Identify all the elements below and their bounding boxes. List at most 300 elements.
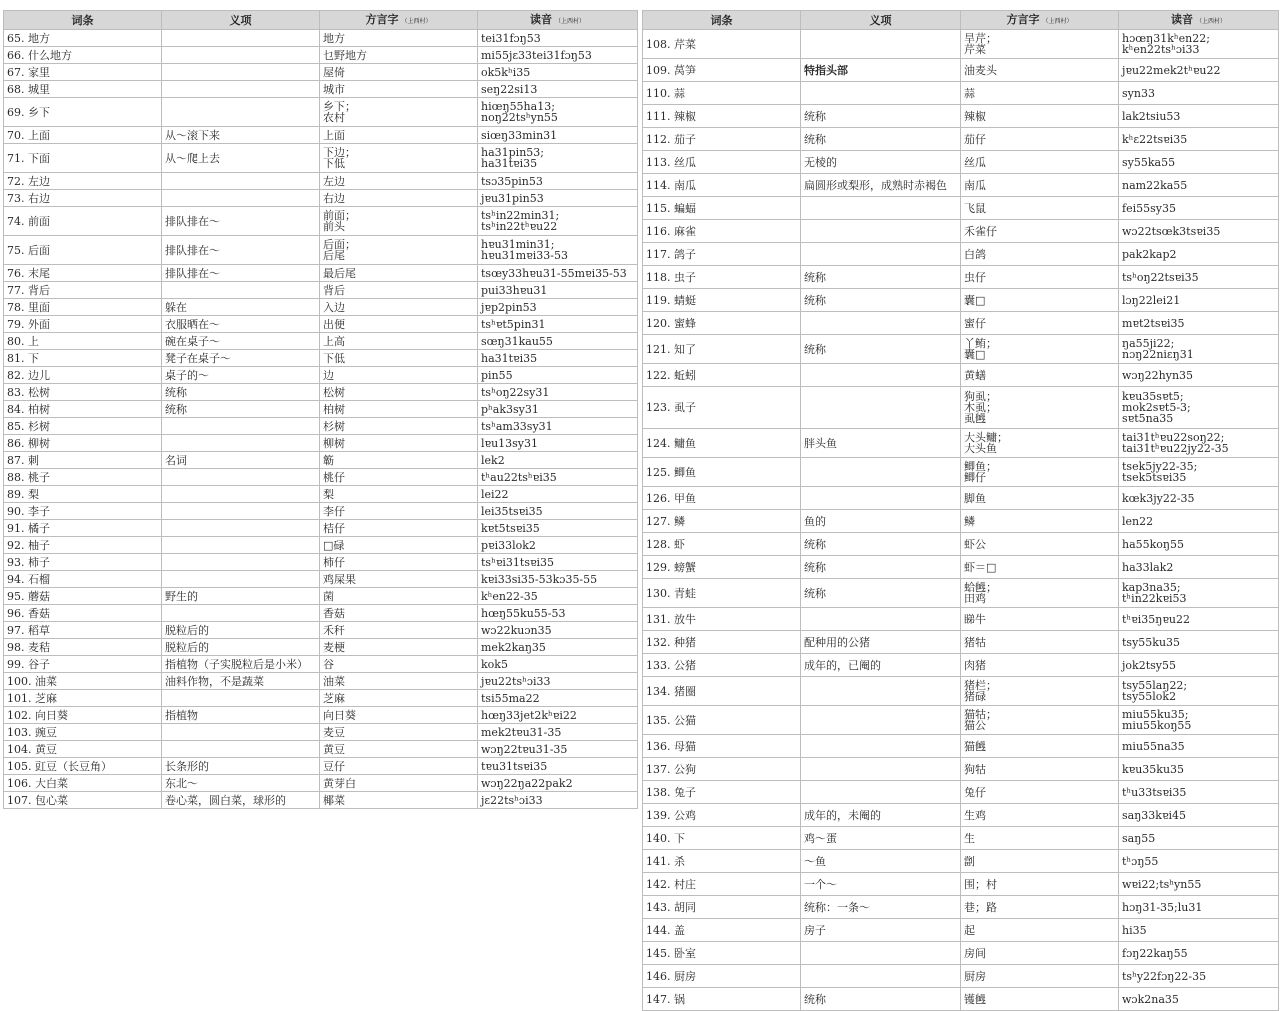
- cell-meaning: 无棱的: [801, 151, 961, 174]
- table-row: [4, 435, 638, 452]
- cell-reading: kok5: [478, 656, 638, 673]
- cell-dialect: 松树: [320, 384, 478, 401]
- table-row: [643, 781, 1279, 804]
- cell-dialect: 蜜仔: [961, 312, 1119, 335]
- cell-meaning: 躲在: [162, 299, 320, 316]
- cell-reading: jok2tsy55: [1119, 654, 1279, 677]
- cell-dialect: 前面； 前头: [320, 207, 478, 236]
- cell-entry: 86. 柳树: [4, 435, 162, 452]
- table-body-right: [643, 30, 1279, 1011]
- table-row: [4, 207, 638, 236]
- cell-entry: 137. 公狗: [643, 758, 801, 781]
- cell-reading: syn33: [1119, 82, 1279, 105]
- cell-entry: 145. 卧室: [643, 942, 801, 965]
- cell-entry: 141. 杀: [643, 850, 801, 873]
- cell-meaning: 长条形的: [162, 758, 320, 775]
- cell-meaning: [801, 387, 961, 429]
- table-row: [643, 942, 1279, 965]
- table-row: [4, 707, 638, 724]
- header-reading-note: （上西村）: [1195, 17, 1226, 25]
- cell-meaning: [162, 469, 320, 486]
- cell-reading: kʰen22-35: [478, 588, 638, 605]
- cell-meaning: [801, 82, 961, 105]
- cell-entry: 98. 麦秸: [4, 639, 162, 656]
- header-meaning: 义项: [162, 11, 320, 30]
- cell-reading: wɔ22tsœk3tsɐi35: [1119, 220, 1279, 243]
- cell-entry: 72. 左边: [4, 173, 162, 190]
- cell-reading: hɐu31min31; hɐu31mɐi33-53: [478, 236, 638, 265]
- header-dialect-note: （上西村）: [1042, 17, 1073, 25]
- table-row: [643, 266, 1279, 289]
- vocab-table-right: [642, 10, 1279, 1011]
- cell-entry: 68. 城里: [4, 81, 162, 98]
- cell-entry: 135. 公猫: [643, 706, 801, 735]
- cell-entry: 90. 李子: [4, 503, 162, 520]
- cell-meaning: [162, 571, 320, 588]
- cell-reading: ha31tɐi35: [478, 350, 638, 367]
- table-row: [4, 265, 638, 282]
- cell-entry: 134. 猪圈: [643, 677, 801, 706]
- cell-entry: 111. 辣椒: [643, 105, 801, 128]
- cell-meaning: [801, 758, 961, 781]
- table-row: [4, 588, 638, 605]
- cell-dialect: 睇牛: [961, 608, 1119, 631]
- cell-reading: lɐu13sy31: [478, 435, 638, 452]
- cell-reading: tsy55ku35: [1119, 631, 1279, 654]
- cell-reading: hœŋ33jet2kʰɐi22: [478, 707, 638, 724]
- cell-entry: 130. 青蛙: [643, 579, 801, 608]
- table-row: [643, 873, 1279, 896]
- cell-reading: pɐi33lok2: [478, 537, 638, 554]
- cell-entry: 66. 什么地方: [4, 47, 162, 64]
- table-row: [643, 59, 1279, 82]
- cell-dialect: 辣椒: [961, 105, 1119, 128]
- cell-dialect: 旱芹； 芹菜: [961, 30, 1119, 59]
- table-row: [4, 486, 638, 503]
- cell-meaning: 野生的: [162, 588, 320, 605]
- table-row: [643, 151, 1279, 174]
- cell-meaning: 统称: [801, 128, 961, 151]
- cell-meaning: 特指头部: [801, 59, 961, 82]
- cell-meaning: 统称: [801, 556, 961, 579]
- cell-meaning: [801, 364, 961, 387]
- cell-entry: 84. 柏树: [4, 401, 162, 418]
- cell-meaning: 统称: [801, 335, 961, 364]
- cell-entry: 119. 蜻蜓: [643, 289, 801, 312]
- table-row: [4, 64, 638, 81]
- cell-reading: wɔŋ22hyn35: [1119, 364, 1279, 387]
- cell-entry: 103. 豌豆: [4, 724, 162, 741]
- table-row: [4, 144, 638, 173]
- cell-dialect: 豆仔: [320, 758, 478, 775]
- cell-entry: 73. 右边: [4, 190, 162, 207]
- cell-entry: 107. 包心菜: [4, 792, 162, 809]
- cell-meaning: 鱼的: [801, 510, 961, 533]
- cell-dialect: 鸡屎果: [320, 571, 478, 588]
- cell-meaning: 一个～: [801, 873, 961, 896]
- cell-reading: lei22: [478, 486, 638, 503]
- table-row: [4, 724, 638, 741]
- cell-dialect: 入边: [320, 299, 478, 316]
- cell-dialect: 劏: [961, 850, 1119, 873]
- cell-meaning: [162, 486, 320, 503]
- cell-meaning: 统称：一条～: [801, 896, 961, 919]
- cell-meaning: 成年的，已阉的: [801, 654, 961, 677]
- cell-dialect: 杉树: [320, 418, 478, 435]
- cell-meaning: [162, 520, 320, 537]
- cell-dialect: 菌: [320, 588, 478, 605]
- cell-entry: 65. 地方: [4, 30, 162, 47]
- cell-reading: tʰau22tsʰɐi35: [478, 469, 638, 486]
- cell-entry: 100. 油菜: [4, 673, 162, 690]
- cell-reading: hɔœŋ31kʰen22; kʰen22tsʰɔi33: [1119, 30, 1279, 59]
- cell-entry: 143. 胡同: [643, 896, 801, 919]
- cell-entry: 123. 虱子: [643, 387, 801, 429]
- cell-dialect: 地方: [320, 30, 478, 47]
- cell-entry: 115. 蝙蝠: [643, 197, 801, 220]
- cell-entry: 128. 虾: [643, 533, 801, 556]
- cell-meaning: [162, 605, 320, 622]
- cell-reading: ha55koŋ55: [1119, 533, 1279, 556]
- cell-entry: 125. 鲫鱼: [643, 458, 801, 487]
- cell-entry: 120. 蜜蜂: [643, 312, 801, 335]
- cell-dialect: 禾秆: [320, 622, 478, 639]
- table-row: [643, 82, 1279, 105]
- table-row: [4, 47, 638, 64]
- table-row: [643, 487, 1279, 510]
- cell-reading: tsʰoŋ22sy31: [478, 384, 638, 401]
- table-row: [643, 608, 1279, 631]
- table-row: [643, 364, 1279, 387]
- cell-reading: pui33hɐu31: [478, 282, 638, 299]
- cell-entry: 109. 莴笋: [643, 59, 801, 82]
- cell-meaning: 统称: [162, 384, 320, 401]
- cell-dialect: 飞鼠: [961, 197, 1119, 220]
- cell-meaning: [801, 487, 961, 510]
- cell-dialect: 梨: [320, 486, 478, 503]
- cell-reading: mek2kaŋ35: [478, 639, 638, 656]
- table-row: [4, 350, 638, 367]
- header-dialect-note: （上西村）: [401, 17, 432, 25]
- cell-entry: 78. 里面: [4, 299, 162, 316]
- cell-entry: 91. 橘子: [4, 520, 162, 537]
- table-row: [4, 469, 638, 486]
- cell-dialect: 下低: [320, 350, 478, 367]
- cell-dialect: 黄蟮: [961, 364, 1119, 387]
- table-row: [643, 827, 1279, 850]
- cell-meaning: [162, 30, 320, 47]
- cell-reading: tɐu31tsɐi35: [478, 758, 638, 775]
- cell-meaning: 衣服晒在～: [162, 316, 320, 333]
- cell-reading: tʰu33tsɐi35: [1119, 781, 1279, 804]
- cell-dialect: 左边: [320, 173, 478, 190]
- cell-reading: tsœy33hɐu31-55mɐi35-53: [478, 265, 638, 282]
- table-row: [4, 127, 638, 144]
- cell-entry: 104. 黄豆: [4, 741, 162, 758]
- cell-meaning: [162, 98, 320, 127]
- table-row: [643, 243, 1279, 266]
- cell-meaning: 名词: [162, 452, 320, 469]
- cell-meaning: 胖头鱼: [801, 429, 961, 458]
- cell-meaning: 房子: [801, 919, 961, 942]
- table-body-left: [4, 30, 638, 809]
- cell-dialect: 芝麻: [320, 690, 478, 707]
- table-header-row: [643, 11, 1279, 30]
- table-row: [4, 30, 638, 47]
- cell-meaning: [162, 724, 320, 741]
- cell-reading: tsʰy22fɔŋ22-35: [1119, 965, 1279, 988]
- cell-entry: 101. 芝麻: [4, 690, 162, 707]
- cell-entry: 116. 麻雀: [643, 220, 801, 243]
- table-row: [643, 735, 1279, 758]
- cell-meaning: 指植物（子实脱粒后是小米）: [162, 656, 320, 673]
- header-dialect: 方言字 （上西村）: [961, 11, 1119, 30]
- cell-dialect: 狗牯: [961, 758, 1119, 781]
- cell-reading: wɔŋ22ŋa22pak2: [478, 775, 638, 792]
- cell-entry: 118. 虫子: [643, 266, 801, 289]
- left-table-panel: [3, 10, 637, 809]
- cell-dialect: 上面: [320, 127, 478, 144]
- cell-reading: kɐu35ku35: [1119, 758, 1279, 781]
- cell-dialect: 猫牯； 猫公: [961, 706, 1119, 735]
- cell-meaning: [801, 677, 961, 706]
- cell-reading: wɔ22kuɔn35: [478, 622, 638, 639]
- cell-reading: tʰɔŋ55: [1119, 850, 1279, 873]
- cell-entry: 75. 后面: [4, 236, 162, 265]
- cell-meaning: 凳子在桌子～: [162, 350, 320, 367]
- cell-entry: 131. 放牛: [643, 608, 801, 631]
- cell-dialect: 生鸡: [961, 804, 1119, 827]
- table-row: [643, 458, 1279, 487]
- cell-dialect: 茄仔: [961, 128, 1119, 151]
- cell-reading: jɐu22mek2tʰɐu22: [1119, 59, 1279, 82]
- cell-entry: 96. 香菇: [4, 605, 162, 622]
- cell-entry: 138. 兔子: [643, 781, 801, 804]
- table-row: [4, 418, 638, 435]
- cell-reading: kʰɛ22tsɐi35: [1119, 128, 1279, 151]
- cell-entry: 70. 上面: [4, 127, 162, 144]
- cell-meaning: 脱粒后的: [162, 639, 320, 656]
- cell-entry: 82. 边儿: [4, 367, 162, 384]
- cell-entry: 97. 稻草: [4, 622, 162, 639]
- cell-reading: hiœŋ55ha13; noŋ22tsʰyn55: [478, 98, 638, 127]
- cell-dialect: 下边； 下低: [320, 144, 478, 173]
- cell-dialect: 黄芽白: [320, 775, 478, 792]
- cell-meaning: [162, 554, 320, 571]
- cell-reading: lek2: [478, 452, 638, 469]
- cell-dialect: 巷；路: [961, 896, 1119, 919]
- cell-entry: 129. 螃蟹: [643, 556, 801, 579]
- right-table-panel: [642, 10, 1278, 1011]
- cell-dialect: 猪栏； 猪碌: [961, 677, 1119, 706]
- cell-dialect: 椰菜: [320, 792, 478, 809]
- cell-meaning: 鸡～蛋: [801, 827, 961, 850]
- cell-meaning: [801, 243, 961, 266]
- cell-meaning: 脱粒后的: [162, 622, 320, 639]
- cell-dialect: 狗虱； 木虱； 虱乸: [961, 387, 1119, 429]
- cell-reading: pʰak3sy31: [478, 401, 638, 418]
- cell-reading: ŋa55ji22; nɔŋ22niɛŋ31: [1119, 335, 1279, 364]
- table-row: [643, 556, 1279, 579]
- cell-reading: tsʰɐt5pin31: [478, 316, 638, 333]
- cell-dialect: 虾＝□: [961, 556, 1119, 579]
- cell-dialect: 鲫鱼； 鲫仔: [961, 458, 1119, 487]
- cell-meaning: 排队排在～: [162, 236, 320, 265]
- table-row: [643, 128, 1279, 151]
- cell-dialect: 谷: [320, 656, 478, 673]
- cell-entry: 124. 鳙鱼: [643, 429, 801, 458]
- table-row: [4, 673, 638, 690]
- cell-dialect: 麦豆: [320, 724, 478, 741]
- cell-dialect: 城市: [320, 81, 478, 98]
- cell-dialect: 李仔: [320, 503, 478, 520]
- table-row: [4, 520, 638, 537]
- cell-entry: 69. 乡下: [4, 98, 162, 127]
- table-row: [4, 452, 638, 469]
- cell-entry: 83. 松树: [4, 384, 162, 401]
- cell-entry: 99. 谷子: [4, 656, 162, 673]
- cell-dialect: 脚鱼: [961, 487, 1119, 510]
- table-row: [4, 792, 638, 809]
- table-row: [643, 579, 1279, 608]
- cell-dialect: 虫仔: [961, 266, 1119, 289]
- cell-entry: 133. 公猪: [643, 654, 801, 677]
- table-row: [4, 236, 638, 265]
- cell-reading: tsek5jy22-35; tsek5tsɐi35: [1119, 458, 1279, 487]
- cell-reading: pak2kap2: [1119, 243, 1279, 266]
- cell-meaning: [162, 173, 320, 190]
- cell-entry: 77. 背后: [4, 282, 162, 299]
- cell-dialect: 最后尾: [320, 265, 478, 282]
- table-row: [643, 677, 1279, 706]
- table-row: [643, 220, 1279, 243]
- cell-meaning: 统称: [801, 579, 961, 608]
- cell-reading: tsɔ35pin53: [478, 173, 638, 190]
- cell-reading: hi35: [1119, 919, 1279, 942]
- cell-entry: 132. 种猪: [643, 631, 801, 654]
- cell-meaning: 碗在桌子～: [162, 333, 320, 350]
- cell-reading: jɐu22tsʰɔi33: [478, 673, 638, 690]
- table-header-row: [4, 11, 638, 30]
- cell-meaning: 统称: [162, 401, 320, 418]
- cell-dialect: 厨房: [961, 965, 1119, 988]
- cell-entry: 122. 蚯蚓: [643, 364, 801, 387]
- cell-meaning: [801, 965, 961, 988]
- cell-meaning: [801, 608, 961, 631]
- table-row: [4, 690, 638, 707]
- header-entry: 词条: [643, 11, 801, 30]
- table-row: [4, 554, 638, 571]
- cell-meaning: [801, 706, 961, 735]
- cell-reading: mek2tɐu31-35: [478, 724, 638, 741]
- cell-dialect: 乜野地方: [320, 47, 478, 64]
- cell-entry: 92. 柚子: [4, 537, 162, 554]
- cell-entry: 71. 下面: [4, 144, 162, 173]
- cell-dialect: 屋倚: [320, 64, 478, 81]
- cell-meaning: 指植物: [162, 707, 320, 724]
- cell-dialect: 虾公: [961, 533, 1119, 556]
- cell-reading: saŋ55: [1119, 827, 1279, 850]
- cell-dialect: 乡下； 农村: [320, 98, 478, 127]
- cell-reading: tsʰam33sy31: [478, 418, 638, 435]
- cell-dialect: 柳树: [320, 435, 478, 452]
- cell-reading: kɐu35sɐt5; mok2sɐt5-3; sɐt5na35: [1119, 387, 1279, 429]
- cell-reading: sœŋ31kau55: [478, 333, 638, 350]
- cell-dialect: 鳞: [961, 510, 1119, 533]
- cell-dialect: 生: [961, 827, 1119, 850]
- cell-meaning: 从～滚下来: [162, 127, 320, 144]
- table-row: [4, 775, 638, 792]
- cell-meaning: [162, 537, 320, 554]
- cell-entry: 67. 家里: [4, 64, 162, 81]
- table-row: [643, 533, 1279, 556]
- cell-entry: 136. 母猫: [643, 735, 801, 758]
- table-row: [4, 98, 638, 127]
- cell-meaning: [162, 47, 320, 64]
- cell-reading: tsʰin22min31; tsʰin22tʰɐu22: [478, 207, 638, 236]
- table-row: [643, 289, 1279, 312]
- cell-entry: 110. 蒜: [643, 82, 801, 105]
- cell-meaning: [162, 435, 320, 452]
- cell-dialect: 丝瓜: [961, 151, 1119, 174]
- cell-meaning: [801, 30, 961, 59]
- cell-reading: wɐi22;tsʰyn55: [1119, 873, 1279, 896]
- cell-reading: tʰɐi35ŋɐu22: [1119, 608, 1279, 631]
- cell-dialect: 麦梗: [320, 639, 478, 656]
- cell-dialect: 向日葵: [320, 707, 478, 724]
- cell-entry: 144. 盖: [643, 919, 801, 942]
- table-row: [4, 333, 638, 350]
- cell-entry: 117. 鸽子: [643, 243, 801, 266]
- table-row: [4, 190, 638, 207]
- cell-reading: len22: [1119, 510, 1279, 533]
- cell-dialect: 簕: [320, 452, 478, 469]
- cell-reading: kɐi33si35-53kɔ35-55: [478, 571, 638, 588]
- cell-entry: 139. 公鸡: [643, 804, 801, 827]
- table-row: [643, 988, 1279, 1011]
- cell-meaning: [162, 418, 320, 435]
- cell-reading: miu55ku35; miu55koŋ55: [1119, 706, 1279, 735]
- table-row: [4, 605, 638, 622]
- table-row: [4, 316, 638, 333]
- cell-dialect: 上高: [320, 333, 478, 350]
- cell-reading: miu55na35: [1119, 735, 1279, 758]
- table-row: [643, 387, 1279, 429]
- table-row: [4, 173, 638, 190]
- cell-reading: tei31fɔŋ53: [478, 30, 638, 47]
- cell-entry: 140. 下: [643, 827, 801, 850]
- header-reading: 读音 （上西村）: [1119, 11, 1279, 30]
- table-row: [643, 706, 1279, 735]
- cell-entry: 127. 鳞: [643, 510, 801, 533]
- cell-reading: tai31tʰɐu22soŋ22; tai31tʰɐu22jy22-35: [1119, 429, 1279, 458]
- cell-reading: lak2tsiu53: [1119, 105, 1279, 128]
- cell-meaning: [162, 64, 320, 81]
- cell-entry: 147. 锅: [643, 988, 801, 1011]
- cell-meaning: [801, 312, 961, 335]
- cell-dialect: 油麦头: [961, 59, 1119, 82]
- cell-reading: tsʰɐi31tsɐi35: [478, 554, 638, 571]
- table-row: [643, 896, 1279, 919]
- cell-reading: ha31pin53; ha31tɐi35: [478, 144, 638, 173]
- cell-dialect: 大头鳙； 大头鱼: [961, 429, 1119, 458]
- cell-meaning: [801, 197, 961, 220]
- cell-entry: 94. 石榴: [4, 571, 162, 588]
- cell-entry: 81. 下: [4, 350, 162, 367]
- cell-entry: 80. 上: [4, 333, 162, 350]
- table-row: [643, 174, 1279, 197]
- cell-dialect: 囊□: [961, 289, 1119, 312]
